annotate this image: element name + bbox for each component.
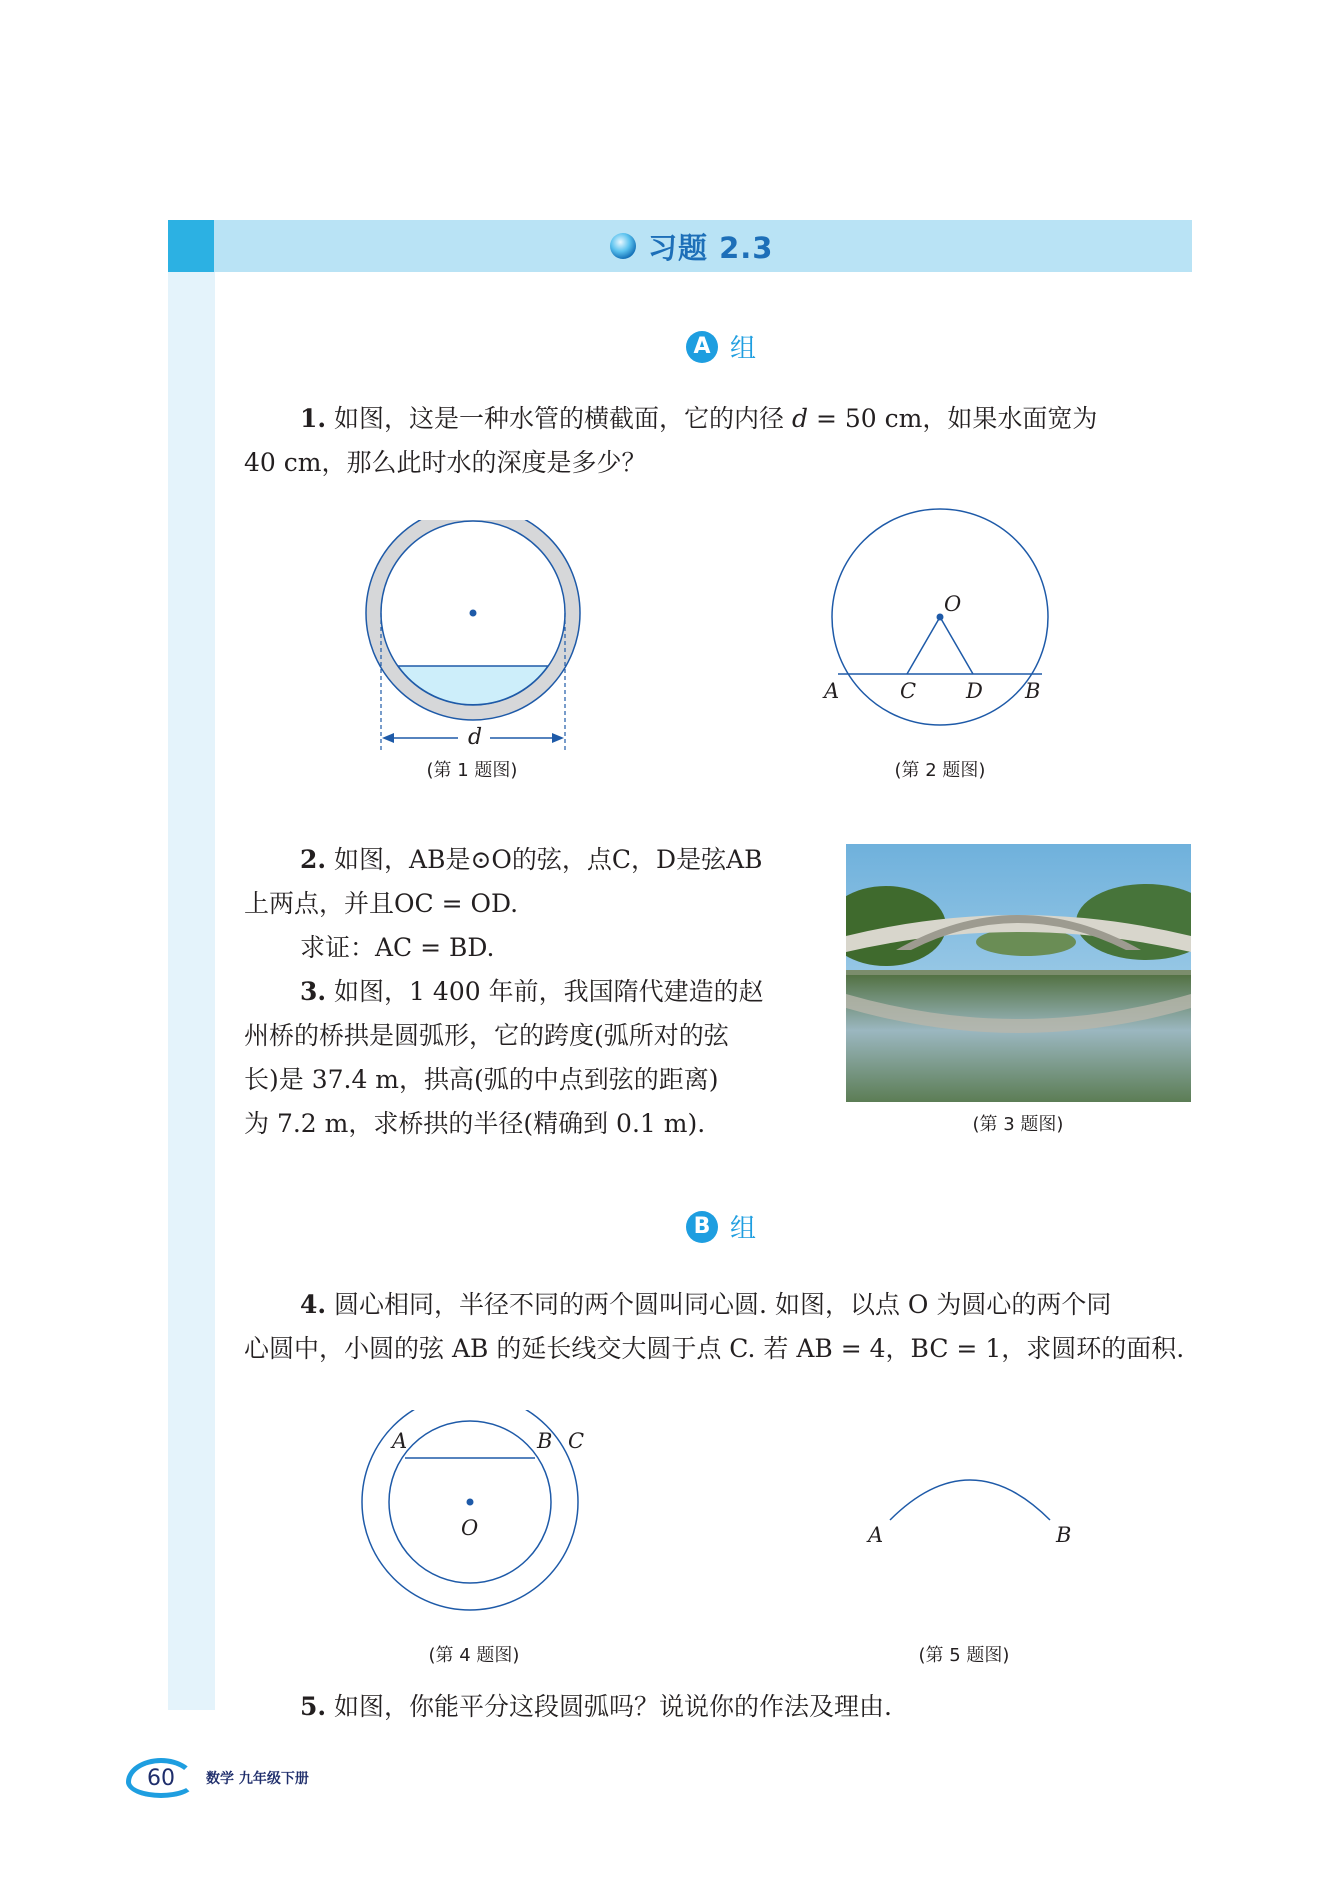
q4-line1: 圆心相同，半径不同的两个圆叫同心圆. 如图，以点 O 为圆心的两个同 (326, 1290, 1112, 1319)
figure-5-arc (860, 1460, 1080, 1570)
group-b-badge: B (686, 1211, 718, 1243)
q2-line3: 求证：AC = BD. (300, 933, 495, 962)
figure-1-caption: (第 1 题图) (426, 760, 518, 781)
q1-line2: 40 cm，那么此时水的深度是多少？ (244, 448, 647, 477)
d-label: d (468, 725, 483, 750)
label-o: O (461, 1516, 479, 1540)
q5-line1: 如图，你能平分这段圆弧吗？说说你的作法及理由. (326, 1692, 893, 1721)
label-a: A (392, 1429, 408, 1453)
label-b: B (1025, 679, 1041, 703)
page-footer (126, 1758, 309, 1798)
label-a: A (824, 679, 840, 703)
globe-icon (608, 231, 638, 261)
arrowhead-left-icon (382, 733, 394, 743)
figure-1-pipe (350, 520, 600, 760)
figure-2-caption: (第 2 题图) (894, 760, 986, 781)
q1-text-b: = 50 cm，如果水面宽为 (808, 404, 1098, 433)
label-d: D (966, 679, 983, 703)
group-b-heading (686, 1208, 756, 1245)
label-o: O (944, 592, 962, 616)
q5-number: 5. (300, 1692, 327, 1721)
q2-line1: 如图，AB是⊙O的弦，点C，D是弦AB (326, 845, 763, 874)
figure-4-caption: (第 4 题图) (428, 1645, 520, 1666)
q1-d-var: d (792, 404, 809, 433)
q3-line4: 为 7.2 m，求桥拱的半径(精确到 0.1 m). (244, 1109, 706, 1138)
label-c: C (900, 679, 917, 703)
q4-number: 4. (300, 1290, 327, 1319)
arc-ab (890, 1480, 1050, 1520)
figure-4-concentric (350, 1410, 610, 1650)
q1-number: 1. (300, 404, 327, 433)
group-a-heading (686, 328, 756, 365)
section-title-text: 习题 2.3 (648, 230, 774, 265)
q3-line3: 长)是 37.4 m，拱高(弧的中点到弦的距离) (244, 1065, 719, 1094)
q3-number: 3. (300, 977, 327, 1006)
q2-line2: 上两点，并且OC = OD. (244, 889, 519, 918)
figure-3-caption: (第 3 题图) (972, 1114, 1064, 1135)
bridge-photo (846, 844, 1191, 1102)
q3-line2: 州桥的桥拱是圆弧形，它的跨度(弧所对的弦 (244, 1021, 729, 1050)
segment-oc (907, 617, 940, 674)
segment-od (940, 617, 973, 674)
page-number: 60 (126, 1758, 196, 1798)
side-strip (168, 220, 215, 1710)
header-block (168, 220, 214, 272)
question-5 (244, 1685, 1194, 1729)
group-b-label: 组 (730, 1214, 757, 1244)
figure-2-circle (820, 505, 1060, 737)
label-b: B (537, 1429, 553, 1453)
arrowhead-right-icon (552, 733, 564, 743)
question-1 (244, 397, 1194, 485)
question-4 (244, 1283, 1194, 1371)
section-title (608, 226, 773, 266)
question-2 (244, 838, 804, 970)
q2-number: 2. (300, 845, 327, 874)
center-o-dot (467, 1499, 474, 1506)
question-3 (244, 970, 804, 1146)
label-b: B (1056, 1523, 1072, 1547)
q1-text-a: 如图，这是一种水管的横截面，它的内径 (326, 404, 793, 433)
label-a: A (868, 1523, 884, 1547)
pipe-center-dot (470, 610, 477, 617)
q3-line1: 如图，1 400 年前，我国隋代建造的赵 (326, 977, 764, 1006)
center-o-dot (937, 614, 944, 621)
figure-5-caption: (第 5 题图) (918, 1645, 1010, 1666)
group-a-label: 组 (730, 334, 757, 364)
label-c: C (568, 1429, 585, 1453)
q4-line2: 心圆中，小圆的弦 AB 的延长线交大圆于点 C. 若 AB = 4，BC = 1，求圆环的面积. (244, 1334, 1185, 1363)
book-title: 数学 九年级下册 (206, 1771, 309, 1787)
group-a-badge: A (686, 331, 718, 363)
